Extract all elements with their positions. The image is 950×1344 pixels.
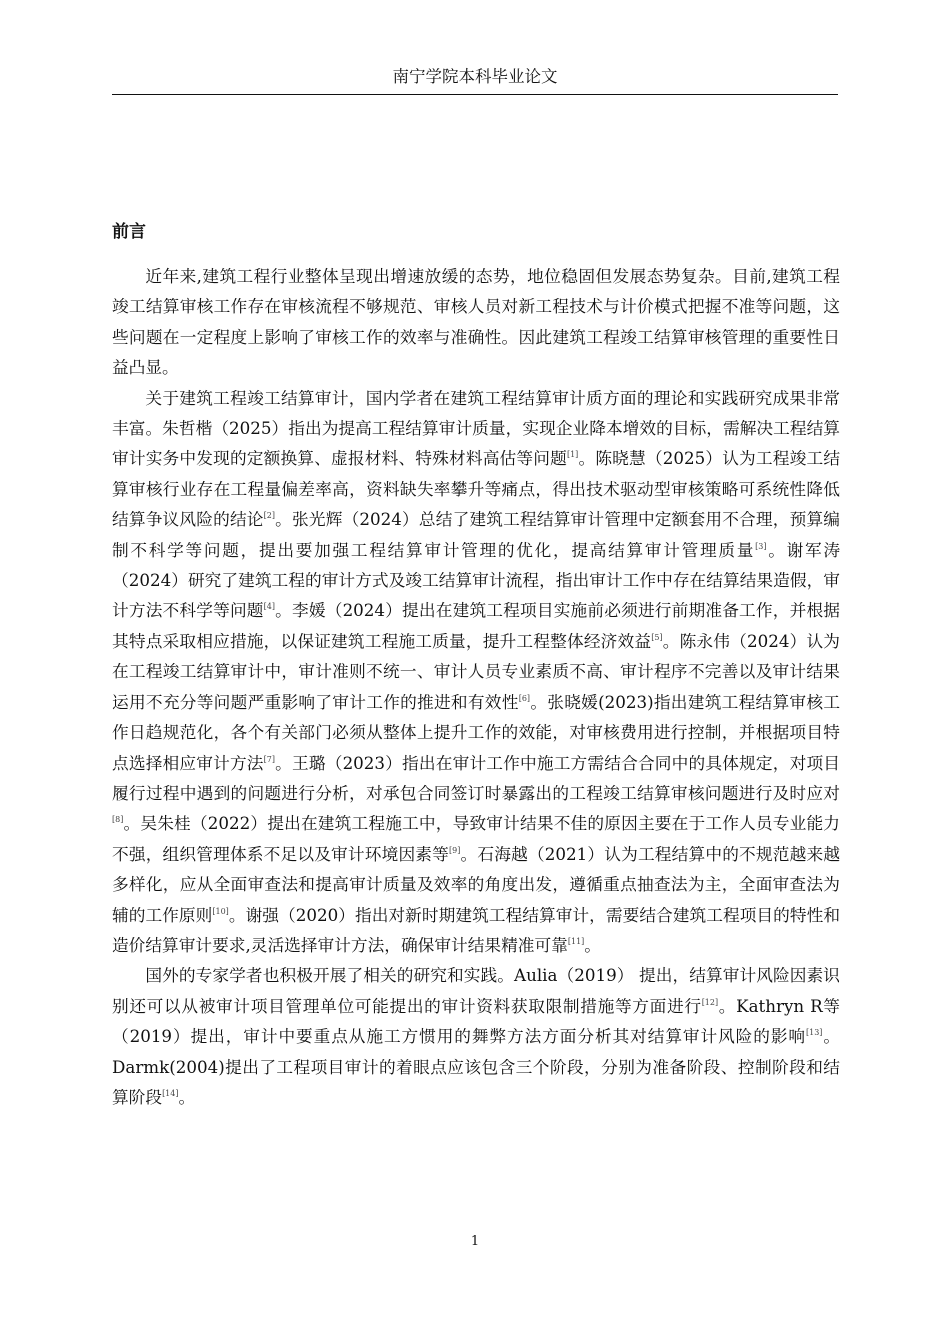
citation-reference: [5] xyxy=(651,632,663,642)
page-header xyxy=(112,62,838,95)
citation-reference: [10] xyxy=(212,906,229,916)
paragraph-text: 。石海越（2021）认为工程结算中的不规范越来越多样化，应从全面审查法和提高审计质量及效率的角度出发，遵循重点抽查法为主，全面审查法为辅的工作原则 xyxy=(112,843,841,925)
citation-reference: [14] xyxy=(162,1088,179,1098)
page-number: 1 xyxy=(470,1234,480,1249)
paragraph-text: 关于建筑工程竣工结算审计，国内学者在建筑工程结算审计质方面的理论和实践研究成果非常丰富。朱哲楷（2025）指出为提高工程结算审计质量，实现企业降本增效的目标，需解决工程结算审计实务中发现的定额换算、虚报材料、特殊材料高估等问题 xyxy=(112,387,840,469)
citation-reference: [7] xyxy=(263,754,275,764)
header-title: 南宁学院本科毕业论文 xyxy=(392,67,558,86)
paragraph-text: 。Kathryn R等（2019）提出，审计中要重点从施工方惯用的舞弊方法方面分析其对结算审计风险的影响 xyxy=(112,995,840,1047)
citation-reference: [4] xyxy=(263,602,275,612)
citation-reference: [3] xyxy=(755,541,767,551)
paragraph-text: 国外的专家学者也积极开展了相关的研究和实践。Aulia（2019） 提出，结算审计风险因素识别还可以从被审计项目管理单位可能提出的审计资料获取限制措施等方面进行 xyxy=(112,965,840,1016)
body-text xyxy=(112,261,840,1112)
paragraph-text: 。陈晓慧（2025）认为工程竣工结算审核行业存在工程量偏差率高，资料缺失率攀升等痛点，得出技术驱动型审核策略可系统性降低结算争议风险的结论 xyxy=(112,448,841,530)
citation-reference: [12] xyxy=(701,997,719,1007)
paragraph xyxy=(112,261,840,383)
paragraph-text: 。谢军涛（2024）研究了建筑工程的审计方式及竣工结算审计流程，指出审计工作中存在结算结果造假，审计方法不科学等问题 xyxy=(112,539,841,621)
paragraph-text: 。Darmk(2004)提出了工程项目审计的着眼点应该包含三个阶段，分别为准备阶段、控制阶段和结算阶段 xyxy=(112,1026,841,1107)
citation-reference: [11] xyxy=(567,936,585,946)
section-heading: 前言 xyxy=(112,222,146,242)
citation-reference: [2] xyxy=(263,511,275,521)
paragraph-text: 。王璐（2023）指出在审计工作中施工方需结合合同中的具体规定，对项目履行过程中遇到的问题进行分析，对承包合同签订时暴露出的工程竣工结算审核问题进行及时应对 xyxy=(112,752,840,803)
paragraph-text: 。吴朱桂（2022）提出在建筑工程施工中，导致审计结果不佳的原因主要在于工作人员专业能力不强，组织管理体系不足以及审计环境因素等 xyxy=(112,813,840,864)
paragraph-text: 。 xyxy=(584,934,601,955)
citation-reference: [1] xyxy=(566,450,579,460)
paragraph-text: 。张晓媛(2023)指出建筑工程结算审核工作日趋规范化，各个有关部门必须从整体上提升工作的效能，对审核费用进行控制，并根据项目特点选择相应审计方法 xyxy=(112,691,841,773)
paragraph-text: 。陈永伟（2024）认为在工程竣工结算审计中，审计准则不统一、审计人员专业素质不高、审计程序不完善以及审计结果运用不充分等问题严重影响了审计工作的推进和有效性 xyxy=(112,630,840,712)
paragraph xyxy=(112,383,840,961)
paragraph-text: 。谢强（2020）指出对新时期建筑工程结算审计，需要结合建筑工程项目的特性和造价结算审计要求,灵活选择审计方法，确保审计结果精准可靠 xyxy=(112,904,841,955)
citation-reference: [9] xyxy=(449,845,461,855)
paragraph-text: 。 xyxy=(178,1086,196,1107)
citation-reference: [8] xyxy=(112,815,124,825)
paragraph-text: 。李媛（2024）提出在建筑工程项目实施前必须进行前期准备工作，并根据其特点采取相应措施，以保证建筑工程施工质量，提升工程整体经济效益 xyxy=(112,600,840,651)
paragraph-text: 近年来,建筑工程行业整体呈现出增速放缓的态势，地位稳固但发展态势复杂。目前,建筑工程竣工结算审核工作存在审核流程不够规范、审核人员对新工程技术与计价模式把握不准等问题，这些问题在一定程度上影响了审核工作的效率与准确性。因此建筑工程竣工结算审核管理的重要性日益凸显。 xyxy=(112,266,840,378)
citation-reference: [6] xyxy=(518,693,531,703)
citation-reference: [13] xyxy=(806,1028,823,1038)
paragraph-text: 。张光辉（2024）总结了建筑工程结算审计管理中定额套用不合理，预算编制不科学等问题，提出要加强工程结算审计管理的优化，提高结算审计管理质量 xyxy=(112,509,840,560)
paragraph xyxy=(112,960,840,1112)
